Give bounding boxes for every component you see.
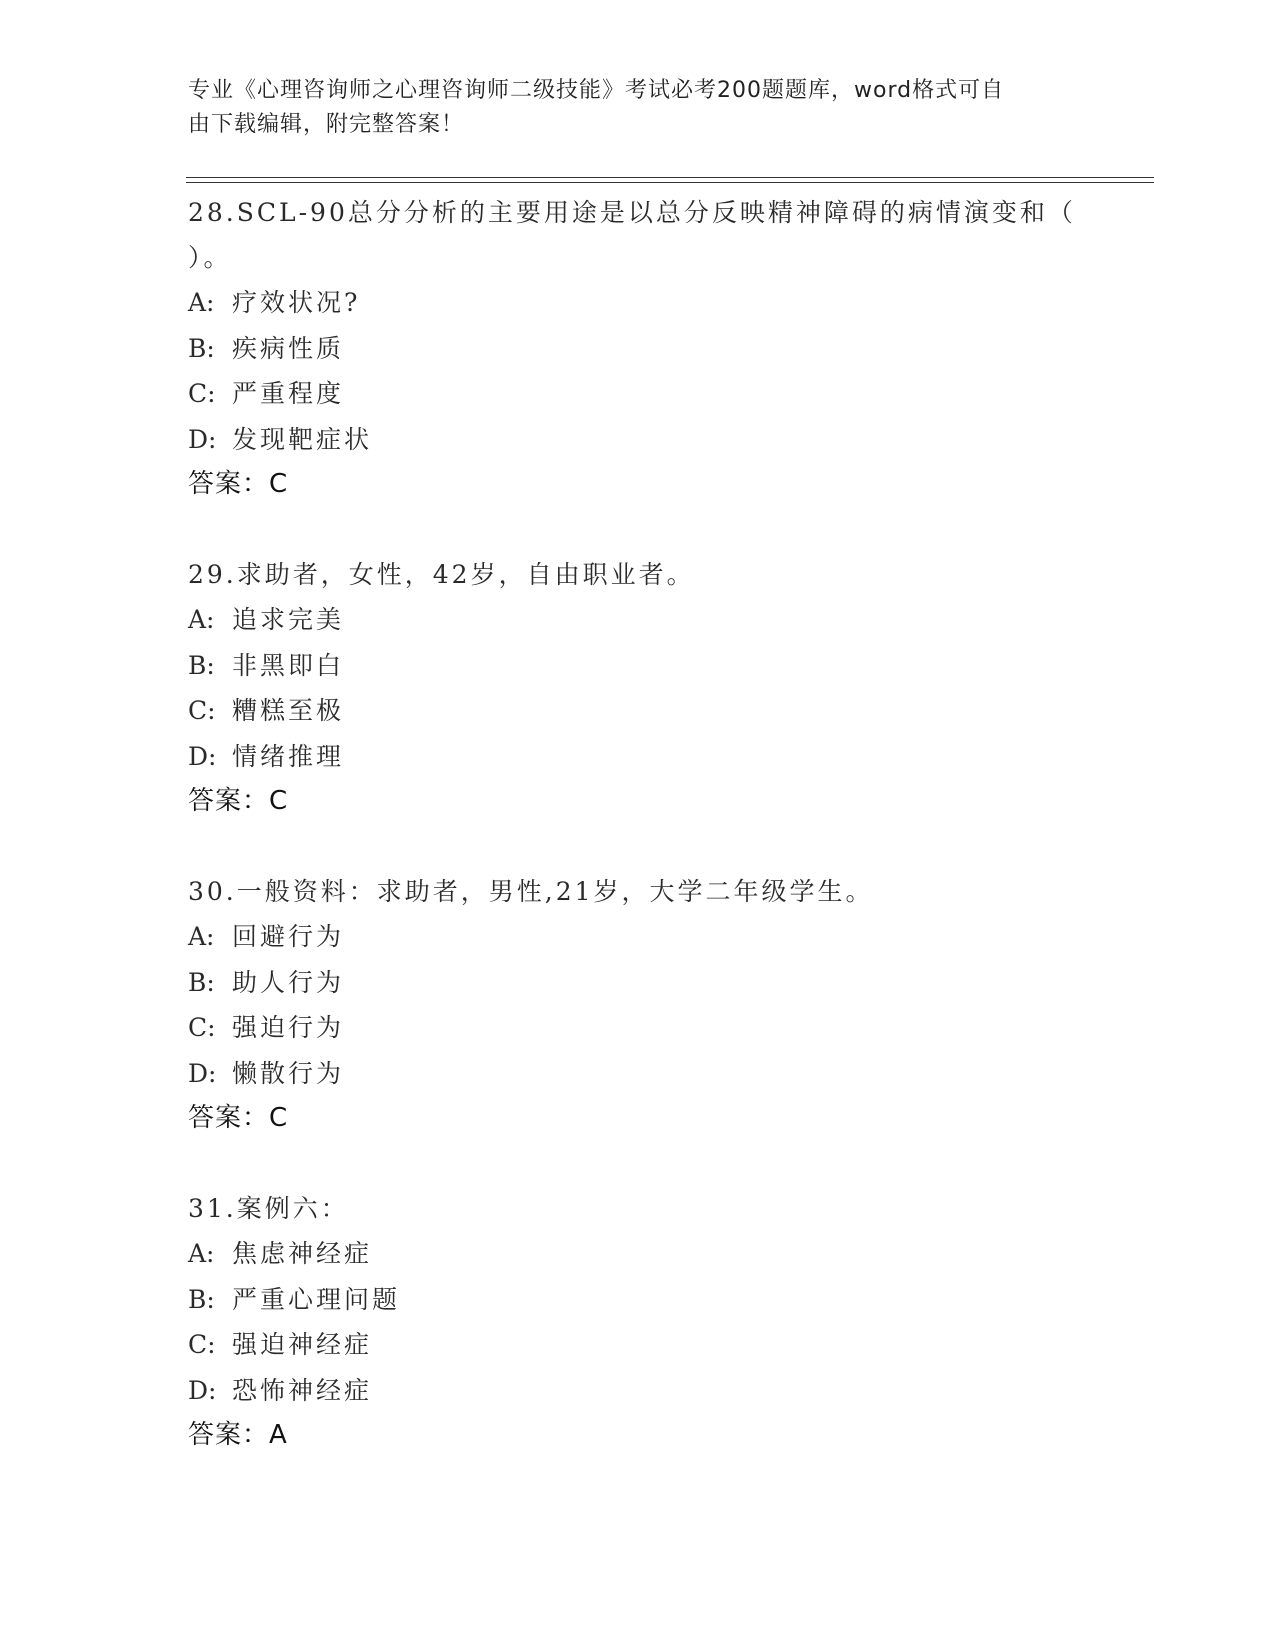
question-stem <box>188 190 1148 280</box>
option-d <box>188 734 1148 780</box>
option-letter: B: <box>188 1284 215 1314</box>
option-text: 非黑即白 <box>232 650 345 680</box>
spacer <box>188 507 1148 552</box>
option-b <box>188 643 1148 689</box>
option-text: 强迫行为 <box>232 1013 345 1042</box>
option-letter: C: <box>188 379 216 408</box>
option-letter: C: <box>188 1330 216 1359</box>
option-text: 严重心理问题 <box>232 1284 401 1314</box>
answer-line <box>188 1413 1148 1458</box>
option-c <box>188 688 1148 734</box>
option-d <box>188 417 1148 463</box>
question-stem <box>188 552 1148 597</box>
option-text: 助人行为 <box>232 967 345 997</box>
header-divider-top <box>186 177 1154 178</box>
option-letter: A: <box>188 922 215 951</box>
question-stem-line: 31.案例六： <box>188 1194 349 1223</box>
option-d <box>188 1051 1148 1097</box>
option-letter: D: <box>188 1375 217 1405</box>
option-letter: B: <box>188 333 215 363</box>
answer-line <box>188 1096 1148 1141</box>
option-d <box>188 1368 1148 1414</box>
option-letter: D: <box>188 741 217 771</box>
answer-label: 答案： <box>188 1103 270 1133</box>
answer-label: 答案： <box>188 469 270 499</box>
question-stem <box>188 869 1148 914</box>
option-b <box>188 1277 1148 1323</box>
question-31 <box>188 1186 1148 1458</box>
question-stem-line: 29.求助者，女性，42岁，自由职业者。 <box>188 560 695 589</box>
option-text: 追求完美 <box>232 605 345 634</box>
question-stem-line: ）。 <box>188 243 232 272</box>
question-28 <box>188 190 1148 507</box>
option-letter: A: <box>188 605 215 634</box>
option-text: 疗效状况? <box>232 288 361 317</box>
option-text: 恐怖神经症 <box>232 1375 373 1405</box>
question-30 <box>188 869 1148 1141</box>
option-letter: B: <box>188 967 215 997</box>
option-text: 发现靶症状 <box>232 424 373 454</box>
option-letter: D: <box>188 424 217 454</box>
option-text: 疾病性质 <box>232 333 345 363</box>
header-divider-bottom <box>186 182 1154 183</box>
option-a <box>188 914 1148 960</box>
answer-label: 答案： <box>188 1420 270 1450</box>
answer-value: C <box>269 1103 289 1133</box>
option-text: 焦虑神经症 <box>232 1239 373 1268</box>
answer-value: C <box>269 786 289 816</box>
option-c <box>188 1322 1148 1368</box>
question-29 <box>188 552 1148 824</box>
answer-line <box>188 779 1148 824</box>
option-a <box>188 597 1148 643</box>
question-stem-line: 28.SCL-90总分分析的主要用途是以总分反映精神障碍的病情演变和（ <box>188 198 1076 227</box>
header-line-2: 由下载编辑，附完整答案！ <box>188 112 465 137</box>
option-text: 糟糕至极 <box>232 696 345 725</box>
spacer <box>188 1141 1148 1186</box>
document-header <box>188 74 1088 142</box>
question-stem <box>188 1186 1148 1231</box>
option-text: 回避行为 <box>232 922 345 951</box>
spacer <box>188 824 1148 869</box>
option-b <box>188 960 1148 1006</box>
header-line-1: 专业《心理咨询师之心理咨询师二级技能》考试必考200题题库，word格式可自 <box>188 78 1005 103</box>
option-text: 懒散行为 <box>232 1058 345 1088</box>
option-text: 严重程度 <box>232 379 345 408</box>
option-a <box>188 280 1148 326</box>
answer-line <box>188 462 1148 507</box>
option-letter: A: <box>188 1239 215 1268</box>
answer-label: 答案： <box>188 786 270 816</box>
option-text: 情绪推理 <box>232 741 345 771</box>
option-letter: C: <box>188 1013 216 1042</box>
option-b <box>188 326 1148 372</box>
answer-value: C <box>269 469 289 499</box>
option-letter: A: <box>188 288 215 317</box>
question-stem-line: 30.一般资料：求助者，男性,21岁，大学二年级学生。 <box>188 877 874 906</box>
option-c <box>188 1005 1148 1051</box>
option-a <box>188 1231 1148 1277</box>
option-text: 强迫神经症 <box>232 1330 373 1359</box>
answer-value: A <box>269 1420 288 1450</box>
option-letter: D: <box>188 1058 217 1088</box>
question-list <box>188 190 1148 1458</box>
option-letter: B: <box>188 650 215 680</box>
option-c <box>188 371 1148 417</box>
option-letter: C: <box>188 696 216 725</box>
